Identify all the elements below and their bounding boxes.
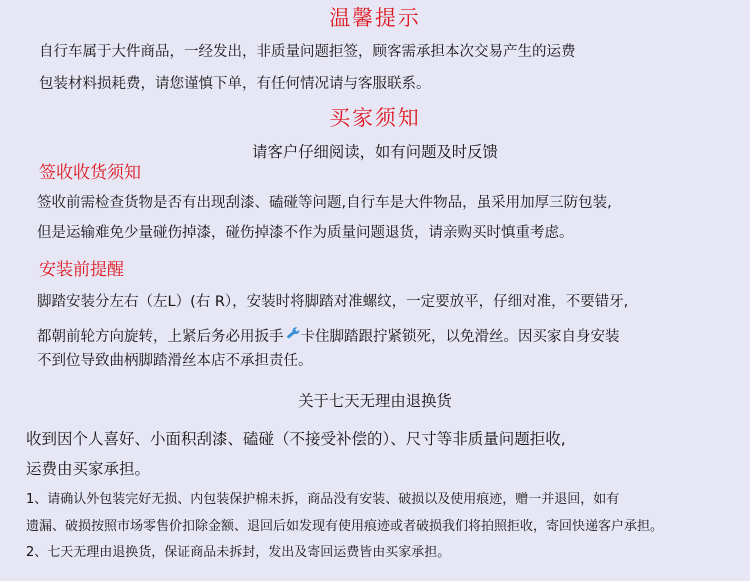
- install-line-1: 脚踏安装分左右（左L）(右 R），安装时将脚踏对准螺纹，一定要放平，仔细对准，不要错牙,: [37, 294, 629, 310]
- install-reminder-title: 安装前提醒: [39, 260, 124, 280]
- return-line-2: 运费由买家承担。: [26, 460, 151, 478]
- read-carefully-subtitle: 请客户仔细阅读，如有问题及时反馈: [252, 143, 498, 161]
- sign-receipt-title: 签收收货须知: [39, 163, 141, 183]
- install-line-2: [37, 326, 620, 345]
- sign-receipt-line-2: 但是运输难免少量碰伤掉漆，碰伤掉漆不作为质量问题退货，请亲购买时慎重考虑。: [37, 225, 574, 241]
- wrench-icon: [284, 326, 301, 345]
- buyer-notice-heading: 买家须知: [329, 106, 421, 130]
- return-item-1-line-2: 遗漏、破损按照市场零售价扣除金额、退回后如发现有使用痕迹或者破损我们将拍照拒收，寄回快递客户承担。: [26, 519, 664, 534]
- notice-line-1: 自行车属于大件商品，一经发出，非质量问题拒签，顾客需承担本次交易产生的运费: [39, 44, 576, 60]
- install-line-2-start: 都朝前轮方向旋转，上紧后务必用扳手: [37, 329, 284, 345]
- install-line-3: 不到位导致曲柄脚踏滑丝本店不承担责任。: [37, 353, 313, 369]
- seven-day-return-title: 关于七天无理由退换货: [298, 392, 452, 410]
- warm-tips-heading: 温馨提示: [329, 6, 421, 30]
- sign-receipt-line-1: 签收前需检查货物是否有出现刮漆、磕碰等问题,自行车是大件物品，虽采用加厚三防包装,: [37, 195, 612, 211]
- return-line-1: 收到因个人喜好、小面积刮漆、磕碰（不接受补偿的）、尺寸等非质量问题拒收,: [26, 430, 566, 448]
- install-line-2-end: 卡住脚踏跟拧紧锁死，以免滑丝。因买家自身安装: [300, 329, 620, 345]
- notice-line-2: 包装材料损耗费，请您谨慎下单，有任何情况请与客服联系。: [39, 76, 431, 92]
- return-item-1-line-1: 1、请确认外包装完好无损、内包装保护棉未拆，商品没有安装、破损以及使用痕迹，赠一并退回，如有: [26, 492, 620, 507]
- return-item-2: 2、七天无理由退换货，保证商品未拆封，发出及寄回运费皆由买家承担。: [26, 545, 451, 560]
